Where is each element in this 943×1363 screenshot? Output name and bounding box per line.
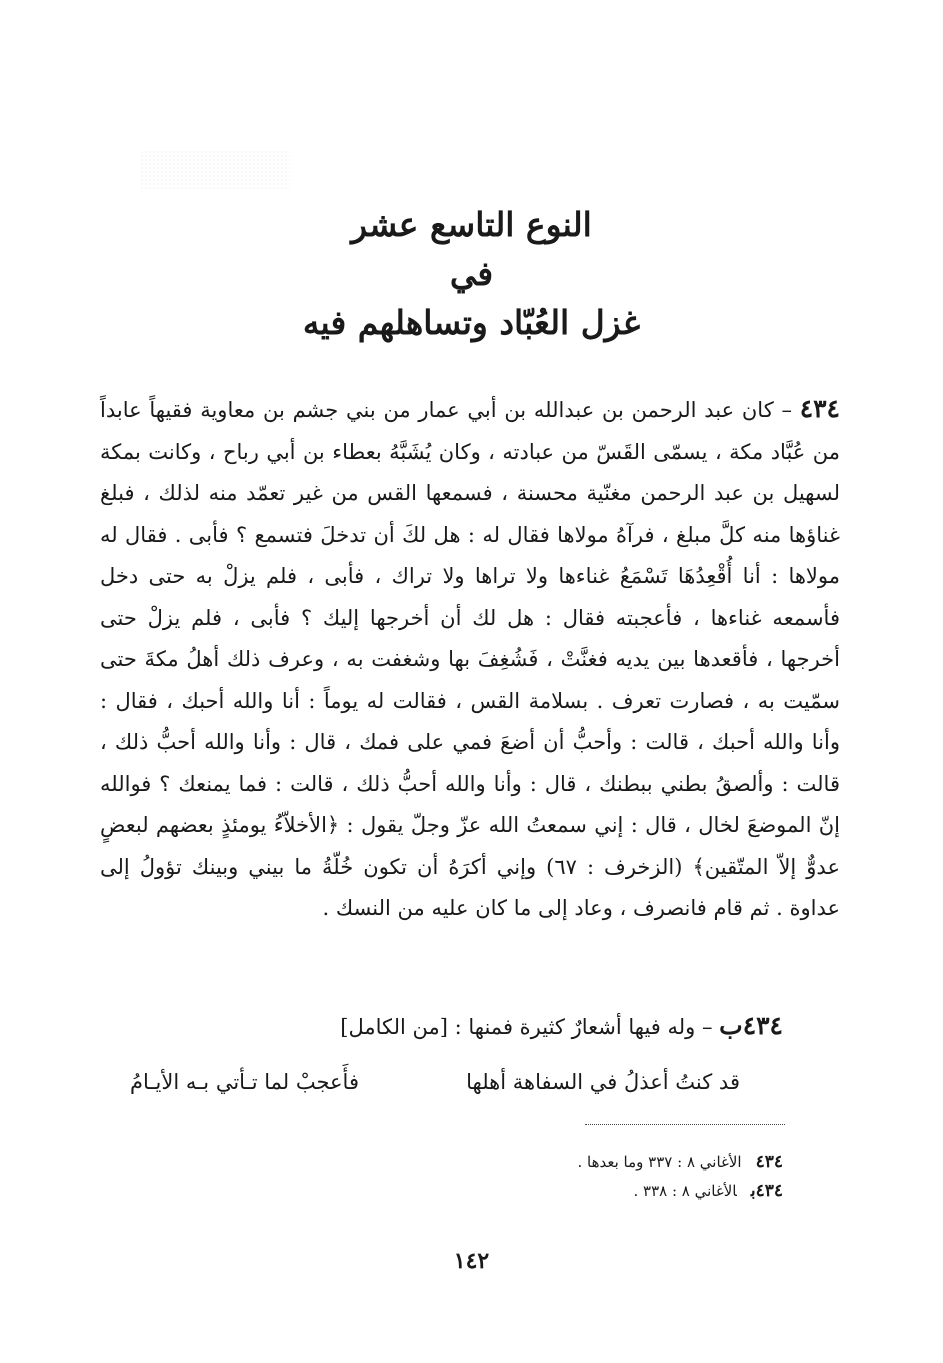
footnote-item <box>577 1148 783 1177</box>
entry-434b <box>340 1006 783 1047</box>
entry-434 <box>100 388 840 930</box>
chapter-subtitle: غزل العُبّاد وتساهلهم فيه <box>302 303 641 342</box>
chapter-heading <box>0 200 943 348</box>
footnote-number: ٤٣٤ <box>755 1152 783 1172</box>
footnote-text: الأغاني ٨ : ٣٣٨ . <box>633 1182 737 1200</box>
entry-434-paragraph <box>100 388 840 930</box>
verse-second-hemistich: فأَعجبْ لما تـأتي بـه الأيـامُ <box>130 1070 359 1094</box>
scan-speckle <box>140 150 290 190</box>
page-number: ١٤٢ <box>453 1248 490 1274</box>
entry-number: ٤٣٤ب <box>719 1011 783 1040</box>
footnote-number: ٤٣٤ب <box>750 1181 783 1201</box>
footnotes <box>577 1148 783 1206</box>
entry-text: – كان عبد الرحمن بن عبدالله بن أبي عمار من بني جشم بن معاوية فقيهاً عابداً من عُبَّاد مكة ، يسمّى القَسّ من عبادته ، وكان يُشَبَّهُ بعطاء بن أبي رباح ، وكانت بمكة لسهيل بن عبد الرحمن مغنّية محسنة ، فسمعها القس من غير تعمّد منه لذلك ، فبلغ غناؤها منه كلَّ مبلغ ، فرآهُ مولاها فقال له : هل لكَ أن تدخلَ فتسمع ؟ فأبى . فقال له مولاها : أنا أُقْعِدُهَا تَسْمَعُ غناءها ولا تراها ولا تراك ، فأبى ، فلم يزلْ به حتى دخل فأسمعه غناءها ، فأعجبته فقال : هل لك أن أخرجها إليك ؟ فأبى ، فلم يزلْ حتى أخرجها ، فأقعدها بين يديه فغنَّتْ ، فَشُغِفَ بها وشغفت به ، وعرف ذلك أهلُ مكةَ حتى سمّيت به ، فصارت تعرف . بسلامة القس ، فقالت له يوماً : أنا والله أحبك ، فقال : وأنا والله أحبك ، قالت : وأحبُّ أن أضعَ فمي على فمك ، قال : وأنا والله أحبُّ ذلك ، قالت : وألصقُ بطني ببطنك ، قال : وأنا والله أحبُّ ذلك ، قالت : فما يمنعك ؟ فوالله إنّ الموضعَ لخال ، قال : إني سمعتُ الله عزّ وجلّ يقول : ﴿الأخلاّءُ يومئذٍ بعضهم لبعضٍ عدوٌّ إلاّ المتّقين﴾ (الزخرف : ٦٧) وإني أكرَهُ أن تكون خُلّةُ ما بيني وبينك تؤولُ إلى عداوة . ثم قام فانصرف ، وعاد إلى ما كان عليه من النسك . <box>100 398 841 920</box>
entry-text: – وله فيها أشعارٌ كثيرة فمنها : [من الكامل] <box>340 1015 720 1039</box>
verse-first-hemistich: قد كنتُ أعذلُ في السفاهة أهلها <box>466 1070 740 1094</box>
chapter-title: النوع التاسع عشر <box>351 205 592 244</box>
footnote-divider <box>585 1124 785 1125</box>
chapter-title-connector: في <box>449 254 494 293</box>
footnote-item <box>577 1177 783 1206</box>
poetry-verse <box>130 1062 740 1102</box>
entry-number: ٤٣٤ <box>799 394 840 423</box>
footnote-text: الأغاني ٨ : ٣٣٧ وما بعدها . <box>577 1153 742 1171</box>
